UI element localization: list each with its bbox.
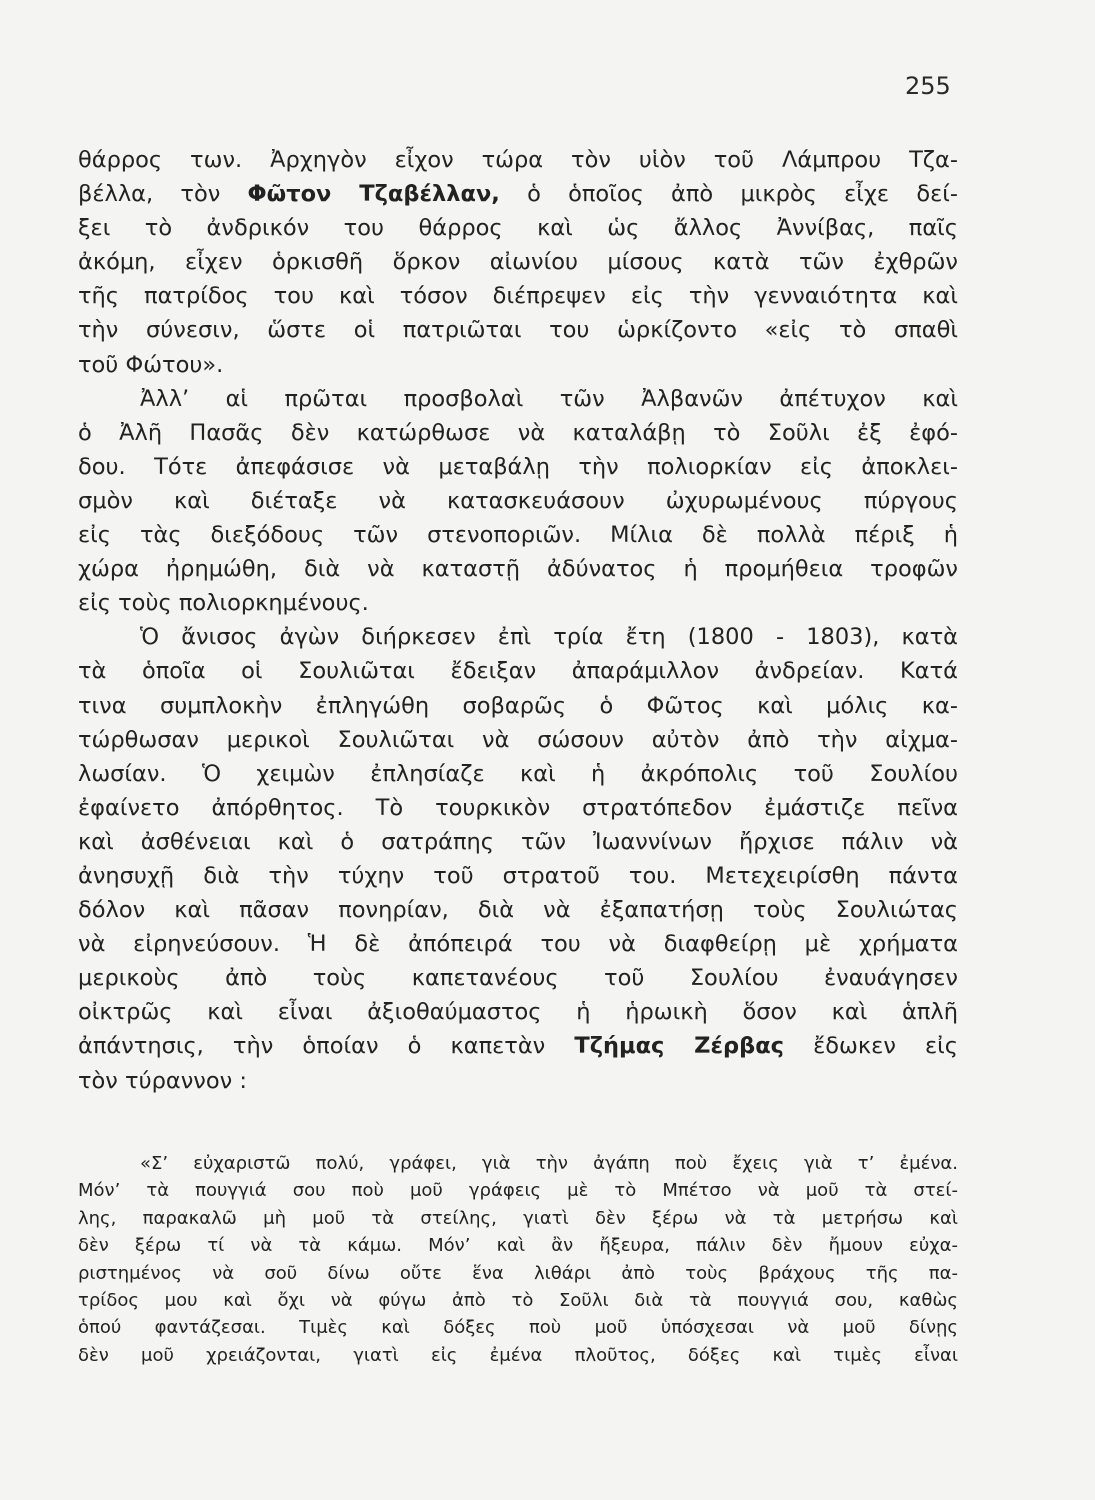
text-line bbox=[78, 791, 958, 825]
text-line bbox=[78, 450, 958, 484]
quote-line: δὲν μοῦ χρειάζονται, γιατὶ εἰς ἐμένα πλοῦτος, δόξες καὶ τιμὲς εἶναι bbox=[78, 1344, 958, 1366]
text-segment: καὶ ἀσθένειαι καὶ ὁ σατράπης τῶν Ἰωαννίνων ἤρχισε πάλιν νὰ bbox=[78, 828, 958, 855]
text-segment: ἔδωκεν εἰς bbox=[784, 1033, 958, 1060]
text-line bbox=[78, 211, 958, 245]
text-segment: ὁ ὁποῖος ἀπὸ μικρὸς εἶχε δεί- bbox=[499, 181, 958, 208]
text-line bbox=[78, 348, 958, 382]
text-segment: οἰκτρῶς καὶ εἶναι ἀξιοθαύμαστος ἡ ἡρωικὴ ὅσον καὶ ἁπλῆ bbox=[78, 999, 958, 1026]
bold-name: Φῶτον Τζαβέλλαν, bbox=[247, 181, 500, 208]
text-segment: θάρρος των. Ἀρχηγὸν εἶχον τώρα τὸν υἱὸν τοῦ Λάμπρου Τζα- bbox=[78, 147, 958, 173]
text-segment: ἀνησυχῇ διὰ τὴν τύχην τοῦ στρατοῦ του. Μετεχειρίσθη πάντα bbox=[78, 862, 958, 889]
text-segment: τινα συμπλοκὴν ἐπληγώθη σοβαρῶς ὁ Φῶτος καὶ μόλις κα- bbox=[78, 692, 958, 719]
text-segment: ἀπάντησις, τὴν ὁποίαν ὁ καπετὰν bbox=[78, 1033, 575, 1060]
text-line bbox=[78, 586, 958, 620]
text-line bbox=[78, 893, 958, 927]
text-line bbox=[78, 859, 958, 893]
text-segment: ὁ Ἀλῆ Πασᾶς δὲν κατώρθωσε νὰ καταλάβῃ τὸ Σοῦλι ἐξ ἐφό- bbox=[78, 419, 958, 446]
quote-line: τρίδος μου καὶ ὄχι νὰ φύγω ἀπὸ τὸ Σοῦλι διὰ τὰ πουγγιά σου, καθὼς bbox=[78, 1289, 958, 1311]
text-line bbox=[78, 416, 958, 450]
text-line bbox=[78, 484, 958, 518]
text-line bbox=[78, 313, 958, 347]
text-segment: δόλον καὶ πᾶσαν πονηρίαν, διὰ νὰ ἐξαπατήσῃ τοὺς Σουλιώτας bbox=[78, 897, 958, 924]
text-segment: τοῦ Φώτου». bbox=[78, 351, 224, 378]
text-segment: εἰς τοὺς πολιορκημένους. bbox=[78, 590, 369, 617]
text-line bbox=[78, 995, 958, 1029]
quote-line: Μόν’ τὰ πουγγιά σου ποὺ μοῦ γράφεις μὲ τὸ Μπέτσο νὰ μοῦ τὰ στεί- bbox=[78, 1180, 958, 1202]
text-segment: τὰ ὁποῖα οἱ Σουλιῶται ἔδειξαν ἀπαράμιλλον ἀνδρείαν. Κατά bbox=[78, 658, 958, 685]
quote-line: δὲν ξέρω τί νὰ τὰ κάμω. Μόν’ καὶ ἂν ἤξευρα, πάλιν δὲν ἤμουν εὐχα- bbox=[78, 1235, 958, 1257]
text-segment: ἐφαίνετο ἀπόρθητος. Τὸ τουρκικὸν στρατόπεδον ἐμάστιζε πεῖνα bbox=[78, 794, 958, 821]
text-line bbox=[78, 1064, 958, 1098]
text-line bbox=[78, 143, 958, 177]
text-segment: τὸν τύραννον : bbox=[78, 1067, 247, 1094]
text-line bbox=[78, 689, 958, 723]
text-segment: τῆς πατρίδος του καὶ τόσον διέπρεψεν εἰς τὴν γενναιότητα καὶ bbox=[78, 283, 958, 310]
text-segment: μερικοὺς ἀπὸ τοὺς καπετανέους τοῦ Σουλίου ἐναυάγησεν bbox=[78, 965, 958, 992]
text-line bbox=[78, 279, 958, 313]
text-segment: χώρα ἠρημώθη, διὰ νὰ καταστῇ ἀδύνατος ἡ προμήθεια τροφῶν bbox=[78, 556, 958, 583]
text-segment: ξει τὸ ἀνδρικόν του θάρρος καὶ ὡς ἄλλος Ἀννίβας, παῖς bbox=[78, 215, 958, 242]
text-line bbox=[78, 1029, 958, 1063]
text-segment: δου. Τότε ἀπεφάσισε νὰ μεταβάλῃ τὴν πολιορκίαν εἰς ἀποκλει- bbox=[78, 453, 958, 480]
text-segment: ἀκόμη, εἶχεν ὁρκισθῆ ὅρκον αἰωνίου μίσους κατὰ τῶν ἐχθρῶν bbox=[78, 249, 958, 276]
quoted-letter bbox=[78, 1150, 958, 1369]
quote-line: ριστημένος νὰ σοῦ δίνω οὔτε ἕνα λιθάρι ἀπὸ τοὺς βράχους τῆς πα- bbox=[78, 1262, 958, 1284]
quote-line: λης, παρακαλῶ μὴ μοῦ τὰ στείλης, γιατὶ δὲν ξέρω νὰ τὰ μετρήσω καὶ bbox=[78, 1207, 958, 1229]
text-segment: βέλλα, τὸν bbox=[78, 181, 248, 208]
quote-line: ὁπού φαντάζεσαι. Τιμὲς καὶ δόξες ποὺ μοῦ ὑπόσχεσαι νὰ μοῦ δίνῃς bbox=[78, 1317, 958, 1339]
text-line bbox=[78, 927, 958, 961]
text-segment: Ὁ ἄνισος ἀγὼν διήρκεσεν ἐπὶ τρία ἔτη (1800 - 1803), κατὰ bbox=[140, 624, 958, 651]
text-segment: νὰ εἰρηνεύσουν. Ἡ δὲ ἀπόπειρά του νὰ διαφθείρῃ μὲ χρήματα bbox=[78, 931, 958, 958]
text-line bbox=[78, 382, 958, 416]
text-segment: λωσίαν. Ὁ χειμὼν ἐπλησίαζε καὶ ἡ ἀκρόπολις τοῦ Σουλίου bbox=[78, 760, 958, 787]
main-text bbox=[78, 143, 958, 1098]
text-segment: τὴν σύνεσιν, ὥστε οἱ πατριῶται του ὡρκίζοντο «εἰς τὸ σπαθὶ bbox=[78, 317, 958, 344]
text-line bbox=[78, 825, 958, 859]
bold-name: Τζήμας Ζέρβας bbox=[574, 1033, 785, 1060]
text-line bbox=[78, 620, 958, 654]
text-line bbox=[78, 654, 958, 688]
quote-line: «Σ’ εὐχαριστῶ πολύ, γράφει, γιὰ τὴν ἀγάπη ποὺ ἔχεις γιὰ τ’ ἐμένα. bbox=[140, 1153, 958, 1174]
text-line bbox=[78, 177, 958, 211]
text-segment: Ἀλλ’ αἱ πρῶται προσβολαὶ τῶν Ἀλβανῶν ἀπέτυχον καὶ bbox=[140, 385, 958, 412]
text-line bbox=[78, 757, 958, 791]
text-segment: εἰς τὰς διεξόδους τῶν στενοποριῶν. Μίλια δὲ πολλὰ πέριξ ἡ bbox=[78, 522, 958, 549]
text-line bbox=[78, 961, 958, 995]
text-line bbox=[78, 552, 958, 586]
page-number: 255 bbox=[905, 72, 951, 100]
text-line bbox=[78, 245, 958, 279]
text-segment: σμὸν καὶ διέταξε νὰ κατασκευάσουν ὠχυρωμένους πύργους bbox=[78, 487, 958, 514]
text-line bbox=[78, 723, 958, 757]
text-segment: τώρθωσαν μερικοὶ Σουλιῶται νὰ σώσουν αὐτὸν ἀπὸ τὴν αἰχμα- bbox=[78, 726, 958, 753]
text-line bbox=[78, 518, 958, 552]
